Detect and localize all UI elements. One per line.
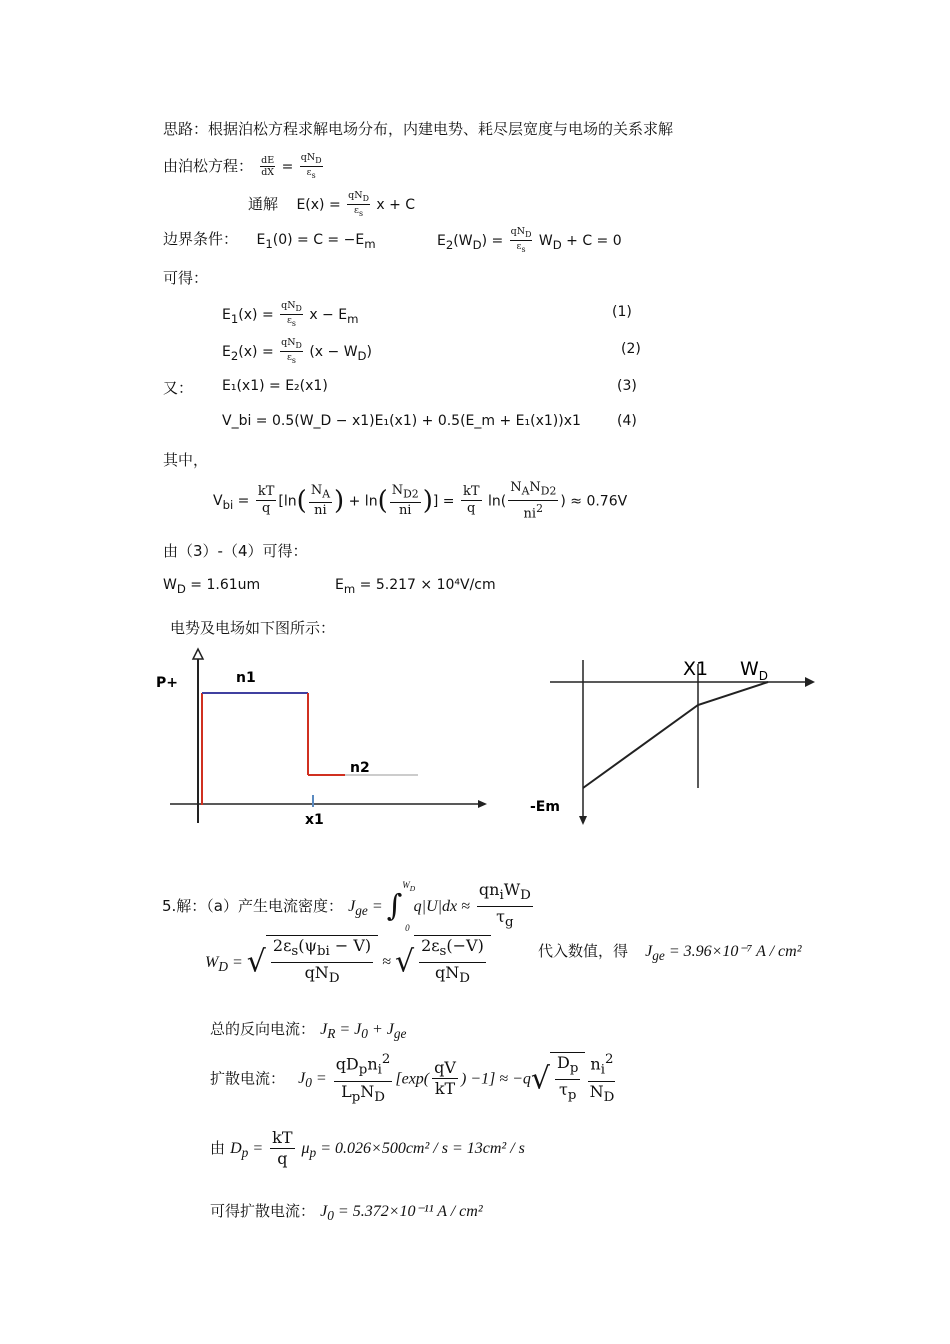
where-label: 其中， <box>163 451 209 469</box>
label-n2: n2 <box>350 760 370 776</box>
jge-result: 代入数值，得 $J_{ge} = 3.96\times 10^{-7}$ A / cm² <box>538 942 802 964</box>
equation-1: $E_1(x)$ = $\frac{qN_D}{\varepsilon_s}$ $x - E_m$ <box>222 300 359 328</box>
field-profile-line <box>583 682 768 788</box>
equation-2-number: (2) <box>621 341 641 357</box>
equation-3: E₁(x1) = E₂(x1) <box>222 378 328 394</box>
substitute-label: 代入数值，得 <box>538 942 629 960</box>
diffusion-current-result: 可得扩散电流： $J_0 = 5.372\times 10^{-11}$ A / cm² <box>210 1202 483 1224</box>
figure-caption: 电势及电场如下图所示： <box>170 619 336 637</box>
total-reverse-current: 总的反向电流： $J_R = J_0 + J_{ge}$ <box>210 1020 407 1042</box>
total-reverse-label: 总的反向电流： <box>210 1020 316 1038</box>
generation-current-line: 5.解：（a）产生电流密度： $J_{ge} = \int^{W_D}0$ q|U|dx ≈ $qn_iW_D$ $\tau_g$ <box>162 880 531 934</box>
equation-1-number: (1) <box>612 304 632 320</box>
field-y-arrow <box>579 816 587 825</box>
diffusion-label: 扩散电流： <box>210 1069 286 1088</box>
wd-formula: $W_D$ = √ $2\varepsilon_s(\psi_{bi} - V)$ $qN_D$ ≈ √ $2\varepsilon_s(-V)$ $qN_D$ <box>205 935 491 989</box>
label-wd-field: $W_D$ <box>740 658 769 683</box>
label-p-plus: P+ <box>156 675 178 691</box>
boundary-label: 边界条件： <box>163 230 239 248</box>
equation-3-number: (3) <box>617 378 637 394</box>
general-solution: 通解 E(x) = $\frac{qN_D}{\varepsilon_s}$ x + C <box>248 190 416 218</box>
em-value: = 5.217 × 10⁴V/cm <box>359 577 496 593</box>
therefore-label: 可得： <box>163 269 209 287</box>
diffusion-result-label: 可得扩散电流： <box>210 1202 316 1220</box>
idea-line: 思路：根据泊松方程求解电场分布，内建电势、耗尽层宽度与电场的关系求解 <box>163 120 674 138</box>
general-label: 通解 <box>248 194 279 213</box>
poisson-equation: 由泊松方程： $\frac{dE}{dX}$ = $\frac{qN_D}{\varepsilon_s}$ <box>163 152 322 180</box>
dp-calculation: 由 $D_p$ = $\frac{kT}{q}$ $\mu_p = 0.026\times 500cm^2 / s = 13cm^2 / s$ <box>210 1128 525 1168</box>
part5-intro: 5.解：（a）产生电流密度： <box>162 897 344 916</box>
label-x1: x1 <box>305 812 324 828</box>
boundary-conditions: 边界条件： $E_1(0) = C = -E_m$ <box>163 230 376 251</box>
dp-value: = 0.026×500cm² / s = 13cm² / s <box>320 1140 525 1157</box>
label-x1-field: X1 <box>683 658 709 680</box>
equation-2: $E_2(x)$ = $\frac{qN_D}{\varepsilon_s}$ $(x - W_D)$ <box>222 337 372 365</box>
from-3-4-label: 由（3）-（4）可得： <box>163 542 308 560</box>
equation-4-number: (4) <box>617 413 637 429</box>
wd-value: = 1.61um <box>190 577 261 593</box>
poisson-label: 由泊松方程： <box>163 156 254 175</box>
diffusion-current-formula: 扩散电流： $J_0$ = $qD_pn_i^2$ $L_pN_D$ [exp( $\frac{qV}{kT}$ ) −1] ≈ −q√ $\frac{D_p}{\tau_p}$ $\frac{n_i^2}{N_D}$ <box>210 1052 615 1105</box>
em-result: $E_m = 5.217 \times 10^4V/cm$ <box>335 577 496 596</box>
boundary-condition-2: $E_2(W_D)$ = $\frac{qN_D}{\varepsilon_s}$ $W_D + C = 0$ <box>437 226 622 254</box>
vbi-value: ≈ 0.76V <box>570 493 628 510</box>
label-n1: n1 <box>236 670 256 686</box>
equation-4: V_bi = 0.5(W_D − x1)E₁(x1) + 0.5(E_m + E₁(x1))x1 <box>222 413 581 429</box>
electric-field-figure <box>525 650 825 830</box>
doping-y-arrow <box>193 649 203 659</box>
doping-x-arrow <box>478 800 487 808</box>
label-minus-em: -Em <box>530 799 560 815</box>
from-dp-label: 由 <box>210 1139 226 1157</box>
field-x-arrow <box>805 677 815 687</box>
jge-value: = 3.96×10⁻⁷ A / cm² <box>668 943 802 960</box>
wd-result: $W_D = 1.61um$ <box>163 577 261 596</box>
j0-value: = 5.372×10⁻¹¹ A / cm² <box>337 1203 483 1220</box>
doping-profile-figure <box>150 645 495 835</box>
vbi-equation: $V_{bi}$ = $\frac{kT}{q}$ [ln( $\frac{N_A}{ni}$ ) + ln( $\frac{N_{D2}}{ni}$ )] = $\frac{kT}{q}$ ln( $N_AN_{D2}$ $ni^2$ ) ≈ 0.76V <box>213 480 628 521</box>
also-label: 又： <box>163 379 194 397</box>
